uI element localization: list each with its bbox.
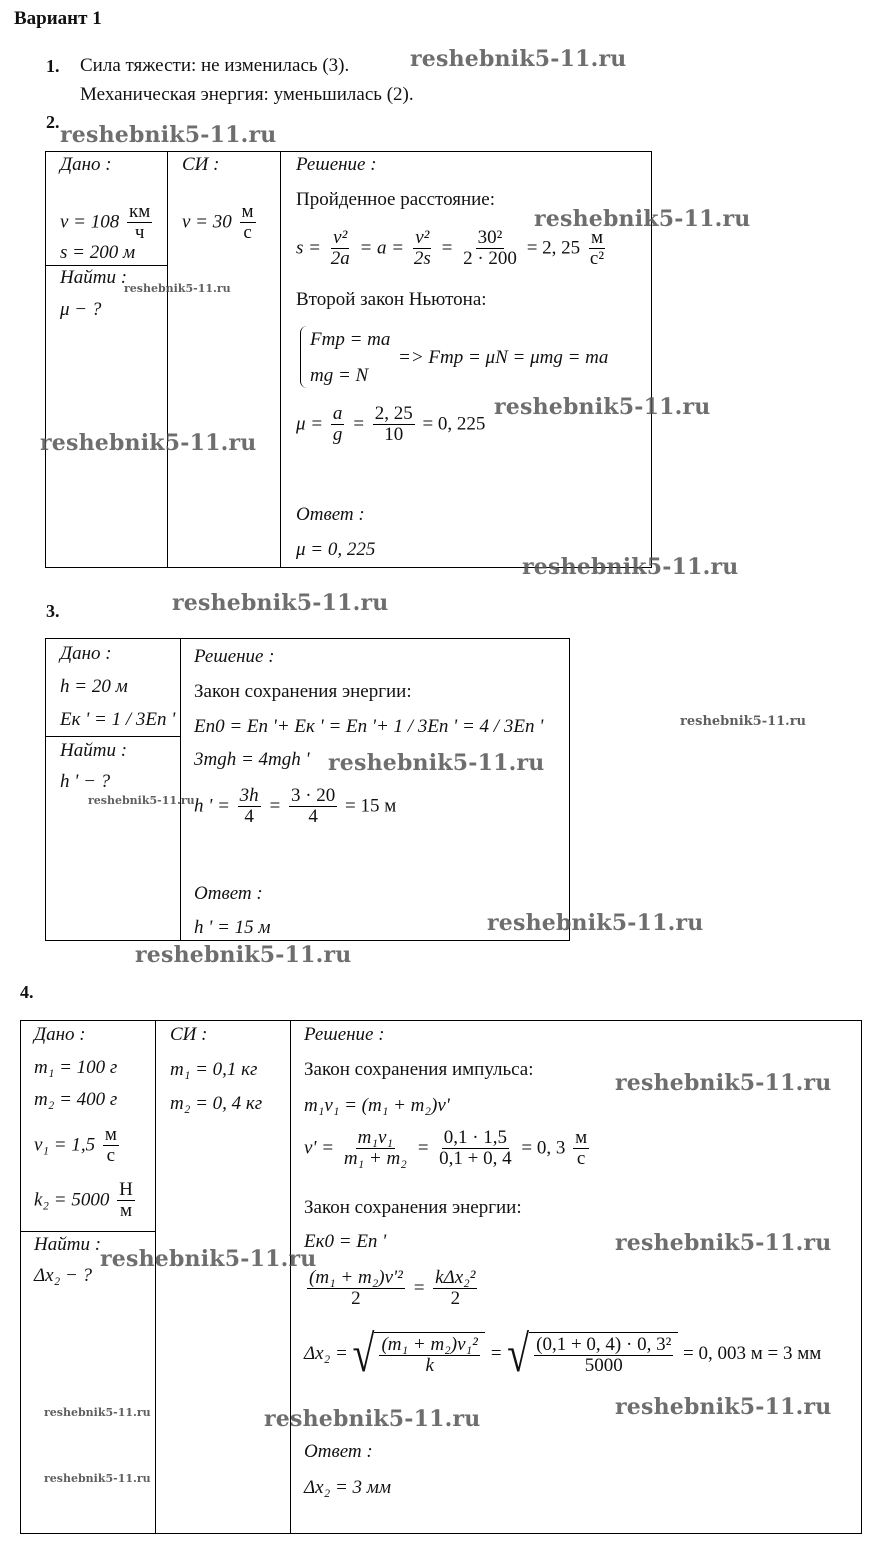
divider: [20, 1231, 156, 1232]
si-v: v = 30 $\frac{м}{с}$: [182, 201, 254, 243]
system-result: => Fтр = μN = μmg = ma: [398, 347, 609, 368]
watermark: reshebnik5-11.ru: [410, 46, 627, 72]
page-title: Вариант 1: [14, 8, 102, 29]
watermark: reshebnik5-11.ru: [264, 1406, 481, 1432]
otvet-label: Ответ :: [194, 883, 263, 904]
reshenie-label: Решение :: [194, 646, 275, 667]
solution-eq-2: Eк0 = Eп ': [304, 1231, 387, 1252]
watermark: reshebnik5-11.ru: [44, 1472, 151, 1485]
si-m1: m₁ = 0,1 кг: [170, 1059, 258, 1080]
solution-line-1: Закон сохранения энергии:: [194, 681, 412, 702]
divider: [180, 638, 181, 941]
si-label: СИ :: [182, 154, 220, 175]
divider: [155, 1020, 156, 1534]
najti-label: Найти :: [34, 1234, 102, 1255]
watermark: reshebnik5-11.ru: [487, 910, 704, 936]
solution-eq-mu: μ = $\frac{a}{g}$ = $\frac{2, 25}{10}$ = 0, 225: [296, 403, 486, 445]
watermark: reshebnik5-11.ru: [615, 1230, 832, 1256]
watermark: reshebnik5-11.ru: [494, 394, 711, 420]
given-v1: v₁ = 1,5 $\frac{м}{с}$: [34, 1124, 117, 1166]
given-k2: k₂ = 5000 $\frac{Н}{м}$: [34, 1179, 133, 1221]
watermark: reshebnik5-11.ru: [135, 942, 352, 968]
system-brace: [300, 326, 307, 388]
problem-1-line-2: Механическая энергия: уменьшилась (2).: [80, 84, 414, 105]
divider: [45, 265, 168, 266]
system-eq-2: mg = N: [310, 365, 369, 386]
watermark: reshebnik5-11.ru: [534, 206, 751, 232]
divider: [280, 151, 281, 568]
answer-h: h ' = 15 м: [194, 917, 271, 938]
problem-3-number: 3.: [46, 601, 60, 621]
given-m1: m₁ = 100 г: [34, 1057, 118, 1078]
watermark: reshebnik5-11.ru: [328, 750, 545, 776]
watermark: reshebnik5-11.ru: [40, 430, 257, 456]
reshenie-label: Решение :: [304, 1024, 385, 1045]
watermark: reshebnik5-11.ru: [124, 282, 231, 295]
dano-label: Дано :: [34, 1024, 86, 1045]
solution-eq-1: Eп0 = Eп '+ Eк ' = Eп '+ 1 / 3Eп ' = 4 / 3Eп ': [194, 716, 544, 737]
watermark: reshebnik5-11.ru: [522, 554, 739, 580]
solution-line-1: Закон сохранения импульса:: [304, 1059, 534, 1080]
find-mu: μ − ?: [60, 299, 102, 320]
divider: [290, 1020, 291, 1534]
problem-2-number: 2.: [46, 112, 60, 132]
problem-1-number: 1.: [46, 56, 60, 76]
solution-line-2: Закон сохранения энергии:: [304, 1197, 522, 1218]
reshenie-label: Решение :: [296, 154, 377, 175]
watermark: reshebnik5-11.ru: [172, 590, 389, 616]
solution-line-2: Второй закон Ньютона:: [296, 289, 487, 310]
problem-4-number: 4.: [20, 982, 34, 1002]
solution-eq-s: s = $\frac{\text{v²}}{2a}$ = a = $\frac{\text{v²}}{2s}$ = $\frac{\text{30²}}{2 \cdot 200}$ = 2, 25 $\frac{м}{\text{с²}}$: [296, 227, 605, 269]
otvet-label: Ответ :: [304, 1441, 373, 1462]
dano-label: Дано :: [60, 154, 112, 175]
problem-1-line-1: Сила тяжести: не изменилась (3).: [80, 55, 350, 76]
find-h: h ' − ?: [60, 771, 111, 792]
dano-label: Дано :: [60, 643, 112, 664]
solution-line-1: Пройденное расстояние:: [296, 189, 496, 210]
solution-eq-2: 3mgh = 4mgh ': [194, 749, 310, 770]
si-label: СИ :: [170, 1024, 208, 1045]
watermark: reshebnik5-11.ru: [680, 714, 807, 729]
watermark: reshebnik5-11.ru: [615, 1070, 832, 1096]
solution-eq-vp: v' = $\frac{\text{m₁v₁}}{\text{m₁ + m₂}}$ = $\frac{0,1 \cdot 1,5}{0,1 + 0, 4}$ = 0, 3 $\frac{м}{с}$: [304, 1127, 588, 1169]
solution-eq-1: m₁v₁ = (m₁ + m₂)v': [304, 1095, 450, 1116]
divider: [45, 736, 181, 737]
answer-mu: μ = 0, 225: [296, 539, 376, 560]
solution-eq-h: h ' = $\frac{3h}{4}$ = $\frac{3 \cdot 20}{4}$ = 15 м: [194, 785, 397, 827]
watermark: reshebnik5-11.ru: [88, 794, 195, 807]
system-eq-1: Fтр = ma: [310, 329, 391, 350]
given-v: v = 108 $\frac{км}{ч}$: [60, 201, 151, 243]
given-h: h = 20 м: [60, 676, 128, 697]
otvet-label: Ответ :: [296, 504, 365, 525]
watermark: reshebnik5-11.ru: [44, 1406, 151, 1419]
najti-label: Найти :: [60, 267, 128, 288]
najti-label: Найти :: [60, 740, 128, 761]
si-m2: m₂ = 0, 4 кг: [170, 1093, 263, 1114]
given-ek: Eк ' = 1 / 3Eп ': [60, 709, 176, 730]
given-s: s = 200 м: [60, 242, 136, 263]
watermark: reshebnik5-11.ru: [615, 1394, 832, 1420]
find-dx2: Δx₂ − ?: [34, 1265, 93, 1286]
watermark: reshebnik5-11.ru: [60, 122, 277, 148]
divider: [167, 151, 168, 568]
given-m2: m₂ = 400 г: [34, 1089, 118, 1110]
watermark: reshebnik5-11.ru: [100, 1246, 317, 1272]
solution-eq-dx: Δx₂ = √ $\frac{\text{(m₁ + m₂)v₁²}}{k}$ = √ $\frac{\text{(0,1 + 0, 4) · 0, 3²}}{5000}$ = 0, 003 м = 3 мм: [304, 1324, 822, 1384]
answer-dx2: Δx₂ = 3 мм: [304, 1477, 392, 1498]
solution-eq-energy: $\frac{\text{(m₁ + m₂)v'²}}{2}$ = $\frac{\text{kΔx₂²}}{2}$: [309, 1267, 476, 1309]
